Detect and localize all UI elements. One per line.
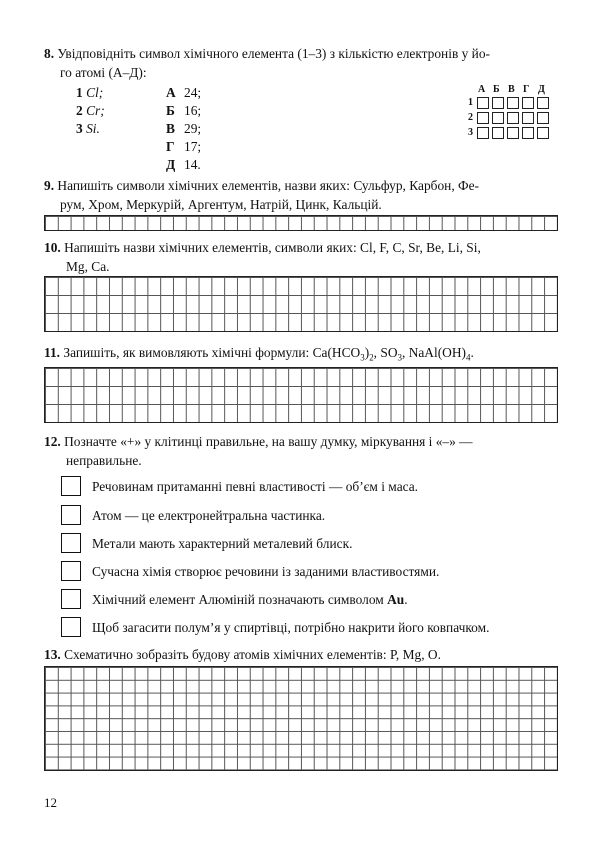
answer-cell[interactable]	[537, 127, 549, 139]
q8-line2: го атомі (А–Д):	[60, 65, 147, 80]
q12-text: 12. Позначте «+» у клітинці правильне, на вашу думку, міркування і «–» — неправильне.	[44, 434, 473, 468]
q10-answer-grid[interactable]	[44, 276, 558, 332]
q10-text: 10. Напишіть назви хімічних елементів, символи яких: Cl, F, C, Sr, Be, Li, Si, Mg, Ca.	[44, 240, 481, 274]
q8-right-item: Д 14.	[166, 157, 201, 172]
statement-checkbox[interactable]	[61, 476, 81, 496]
q10-number: 10.	[44, 240, 61, 255]
q8-left-item: 3 Si.	[76, 121, 100, 136]
statement-checkbox[interactable]	[61, 505, 81, 525]
q8-right-item: А 24;	[166, 85, 202, 100]
statement-checkbox[interactable]	[61, 589, 81, 609]
q13-drawing-grid[interactable]	[44, 666, 558, 771]
answer-cell[interactable]	[537, 97, 549, 109]
statement-checkbox[interactable]	[61, 561, 81, 581]
statement-text: Щоб загасити полум’я у спиртівці, потрібно накрити його ковпачком.	[92, 620, 490, 635]
q8-text	[44, 44, 574, 82]
answer-cell[interactable]	[507, 112, 519, 124]
q13-text: 13. Схематично зобразіть будову атомів хімічних елементів: P, Mg, O.	[44, 647, 441, 662]
answer-cell[interactable]	[507, 97, 519, 109]
answer-cell[interactable]	[507, 127, 519, 139]
answer-cell[interactable]	[477, 112, 489, 124]
answer-cell[interactable]	[477, 97, 489, 109]
statement-checkbox[interactable]	[61, 617, 81, 637]
q11-number: 11.	[44, 345, 60, 360]
q9-text: 9. Напишіть символи хімічних елементів, назви яких: Сульфур, Карбон, Фе- рум, Хром, Меркурій, Аргентум, Натрій, Цинк, Кальцій.	[44, 178, 480, 212]
statement-text: Хімічний елемент Алюміній позначають символом Au.	[92, 592, 408, 607]
q9-number: 9.	[44, 178, 55, 193]
q8-right-item: В 29;	[166, 121, 202, 136]
answer-cell[interactable]	[492, 127, 504, 139]
q8-answer-grid: А Б В Г Д 1 2 3	[466, 84, 566, 144]
q8-left-column	[76, 84, 105, 138]
q8-right-item: Г 17;	[166, 139, 202, 154]
answer-cell[interactable]	[492, 97, 504, 109]
q8-right-item: Б 16;	[166, 103, 202, 118]
answer-cell[interactable]	[522, 112, 534, 124]
answer-cell[interactable]	[537, 112, 549, 124]
statement-text: Сучасна хімія створює речовини із заданими властивостями.	[92, 564, 440, 579]
q8-right-column	[166, 84, 201, 174]
q11-answer-grid[interactable]	[44, 367, 558, 423]
q8-line1: Увідповідніть символ хімічного елемента (1–3) з кількістю електронів у йо-	[57, 46, 490, 61]
q11-text: 11. Запишіть, як вимовляють хімічні формули: $Ca(HCO_3)_2$, $SO_3$, $NaAl(OH)_4$.	[44, 345, 474, 363]
statement-checkbox[interactable]	[61, 533, 81, 553]
statement-text: Речовинам притаманні певні властивості — об’єм і маса.	[92, 479, 419, 494]
answer-cell[interactable]	[492, 112, 504, 124]
q12-number: 12.	[44, 434, 61, 449]
q8-left-item: 1 Cl;	[76, 85, 104, 100]
answer-cell[interactable]	[522, 127, 534, 139]
q9-answer-grid[interactable]	[44, 215, 558, 231]
statement-text: Атом — це електронейтральна частинка.	[92, 508, 326, 523]
answer-cell[interactable]	[477, 127, 489, 139]
statement-text: Метали мають характерний металевий блиск.	[92, 536, 353, 551]
answer-cell[interactable]	[522, 97, 534, 109]
q13-number: 13.	[44, 647, 61, 662]
q8-number: 8.	[44, 46, 55, 61]
q8-left-item: 2 Cr;	[76, 103, 105, 118]
page-number: 12	[44, 795, 57, 810]
